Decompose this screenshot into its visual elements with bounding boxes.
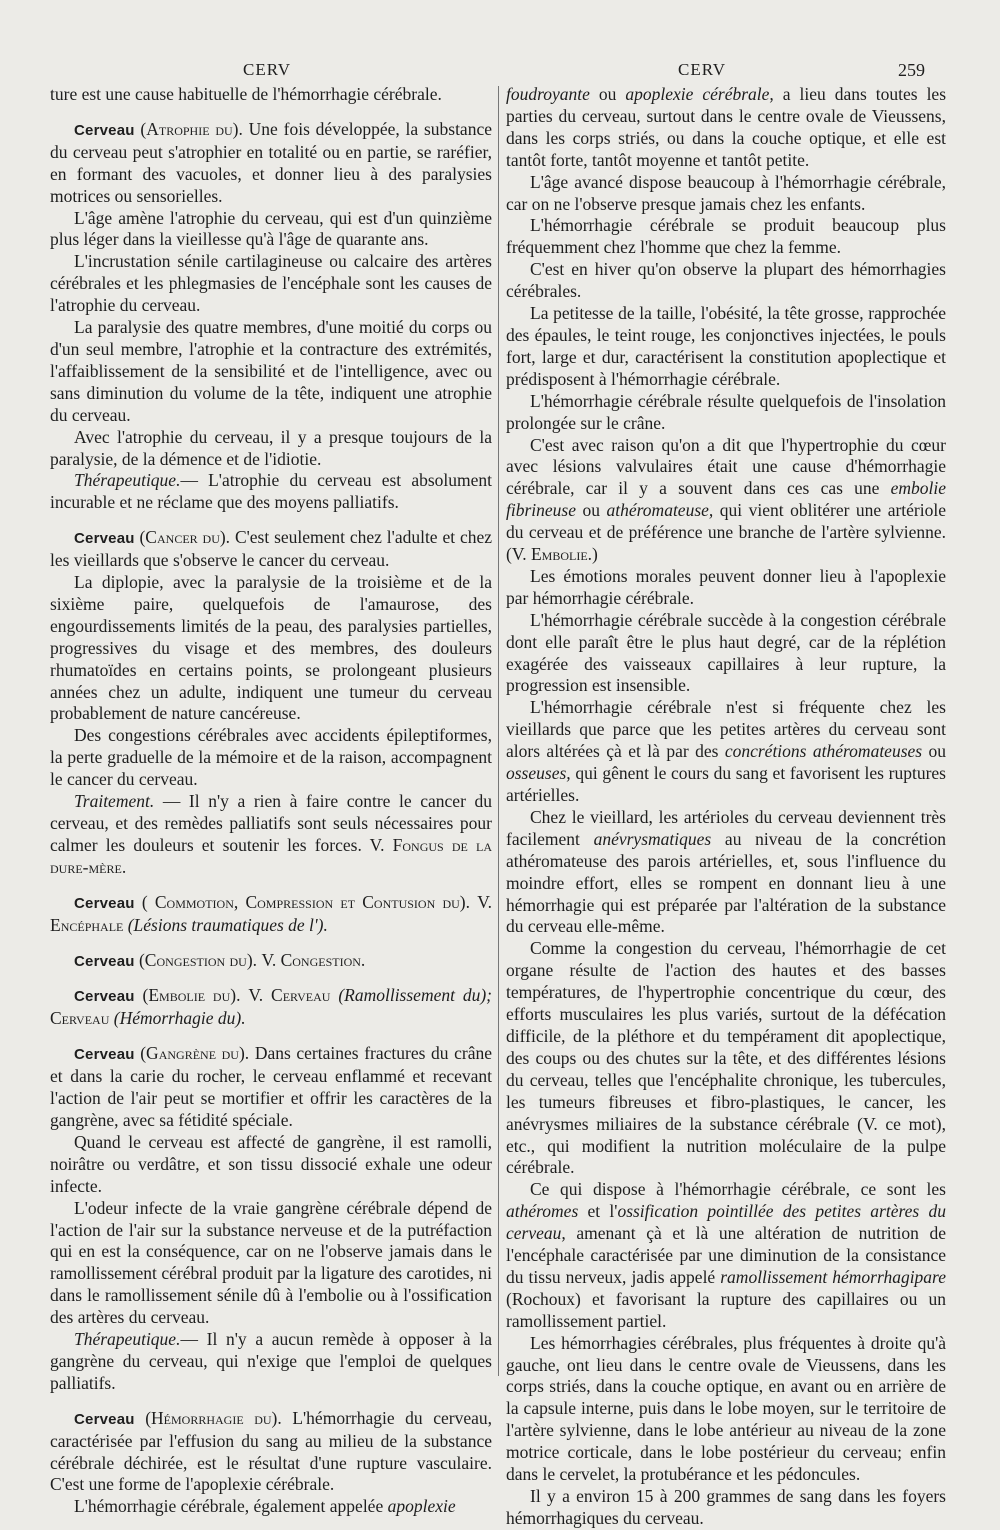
- entry-keyword: Cerveau: [74, 952, 135, 970]
- text-run: (Rochoux) et favorisant la rupture des capillaires ou un ramollissement partiel.: [506, 1288, 946, 1331]
- paragraph: [506, 697, 946, 807]
- entry-text: Une fois développée, la substance du cerveau peut s'atrophier en totalité ou en partie, se raréfier, en formant des vacuoles, et donner lieu à des paralysies motrices ou sensorielles.: [50, 118, 492, 206]
- cross-reference: V. Cerveau: [248, 985, 331, 1006]
- paragraph-therapeutique: [50, 1329, 492, 1395]
- running-header-right: CERV: [678, 60, 726, 79]
- paragraph: L'hémorrhagie cérébrale succède à la congestion cérébrale dont elle paraît être le plus haut degré, car de la réplétion exagérée des vaisseaux capillaires à leur rupture, la progression est insensible.: [506, 609, 946, 696]
- paragraph: ture est une cause habituelle de l'hémorrhagie cérébrale.: [50, 84, 442, 104]
- entry-heading: ( Commotion, Compression et Contusion du).: [141, 891, 471, 912]
- italic-term: apoplexie cérébrale,: [625, 84, 774, 104]
- paragraph: Les émotions morales peuvent donner lieu à l'apoplexie par hémorrhagie cérébrale.: [506, 565, 946, 608]
- entry-text: Dans certaines fractures du crâne et dans la carie du rocher, le cerveau enflammé et recevant l'action de l'air peut se mortifier et offrir les caractères de la gangrène, avec sa fétidité spéciale.: [50, 1043, 493, 1130]
- left-column: [50, 84, 492, 1518]
- entry-hemorrhagie: [50, 1408, 492, 1497]
- text-run: ou: [576, 500, 607, 521]
- paragraph-text: — Il n'y a aucun remède à opposer à la gangrène du cerveau, qui n'exige que l'emploi de quelques palliatifs.: [50, 1329, 492, 1393]
- entry-heading: (Atrophie du).: [140, 118, 243, 139]
- subheading: Traitement.: [74, 791, 155, 812]
- entry-keyword: Cerveau: [74, 988, 135, 1006]
- entry-congestion: [50, 950, 492, 973]
- cross-reference-italic: (Hémorrhagie du).: [113, 1008, 246, 1029]
- text-run: ou: [922, 741, 947, 762]
- text-run: Chez le vieillard, les artérioles du cerveau deviennent très facilement: [506, 806, 946, 849]
- right-column: [506, 84, 946, 1530]
- italic-term: ossification pointillée des petites artères du cerveau,: [506, 1201, 946, 1244]
- italic-term: athéromateuse,: [606, 500, 714, 521]
- entry-heading: (Congestion du).: [138, 949, 258, 970]
- entry-cancer: [50, 527, 492, 572]
- paragraph: L'âge avancé dispose beaucoup à l'hémorrhagie cérébrale, car on ne l'observe presque jamais chez les enfants.: [506, 171, 946, 214]
- italic-term: athéromes: [506, 1201, 579, 1222]
- entry-heading: (Hémorrhagie du).: [145, 1407, 282, 1428]
- text-run: C'est avec raison qu'on a dit que l'hypertrophie du cœur avec lésions valvulaires était une cause d'hémorrhagie cérébrale, car il y a souvent dans ces cas une: [506, 434, 946, 499]
- cross-reference: Cerveau: [50, 1008, 110, 1029]
- entry-embolie: [50, 985, 492, 1030]
- entry-heading: (Gangrène du).: [140, 1043, 250, 1064]
- paragraph: L'hémorrhagie cérébrale se produit beaucoup plus fréquemment chez l'homme que chez la femme.: [506, 215, 946, 258]
- entry-gangrene: [50, 1043, 492, 1132]
- paragraph: Quand le cerveau est affecté de gangrène, il est ramolli, noirâtre ou verdâtre, et son tissu dissocié exhale une odeur infecte.: [50, 1131, 492, 1196]
- paragraph-text: — L'atrophie du cerveau est absolument incurable et ne réclame que des moyens palliatifs.: [50, 470, 492, 513]
- paragraph: La diplopie, avec la paralysie de la troisième et de la sixième paire, quelquefois de l'amaurose, des engourdissements limités de la peau, des paralysies partielles, progressives du visage et des membres, des douleurs rhumatoïdes en certains points, se prolongeant plusieurs années chez un adulte, indiquent une tumeur du cerveau probablement de nature cancéreuse.: [50, 572, 492, 724]
- paragraph: La paralysie des quatre membres, d'une moitié du corps ou d'un seul membre, l'atrophie et la contracture des extrémités, l'affaiblissement de la sensibilité et de l'intelligence, avec ou sans diminution du volume de la tête, indiquent une atrophie du cerveau.: [50, 317, 492, 425]
- paragraph-text: L'hémorrhagie cérébrale, également appelée: [74, 1496, 384, 1517]
- paragraph: Comme la congestion du cerveau, l'hémorrhagie de cet organe résulte de l'action des hautes et des basses températures, de l'hypertrophie concentrique du cœur, des efforts musculaires les plus variés, surtout de la défécation difficile, de la pléthore et du tempérament dit apoplectique, des coups ou des chutes sur la tête, et des différentes lésions du cerveau, telles que l'encéphalite chronique, les tubercules, les tumeurs fibreuses et fibro-plastiques, le cancer, les anévrysmes miliaires de la substance cérébrale (V. ce mot), etc., qui modifient la nutrition moléculaire de la pulpe cérébrale.: [506, 938, 946, 1178]
- paragraph-text: — Il n'y a rien à faire contre le cancer du cerveau, et des remèdes palliatifs sont seuls nécessaires pour calmer les douleurs et soutenir les forces. V.: [50, 791, 493, 855]
- italic-term: concrétions athéromateuses: [724, 741, 923, 762]
- cross-reference-italic: (Ramollissement du);: [338, 985, 493, 1006]
- paragraph: Avec l'atrophie du cerveau, il y a presque toujours de la paralysie, de la démence et de l'idiotie.: [50, 426, 492, 469]
- italic-term: embolie fibrineuse: [506, 478, 946, 521]
- text-run: L'hémorrhagie cérébrale n'est si fréquente chez les vieillards que parce que les petites artères du cerveau sont alors altérées çà et là par des: [506, 697, 946, 762]
- entry-keyword: Cerveau: [74, 894, 135, 912]
- entry-text: C'est seulement chez l'adulte et chez les vieillards que s'observe le cancer du cerveau.: [50, 527, 492, 571]
- text-run: amenant çà et là une altération de nutrition de l'encéphale caractérisée par une diminution de la consistance du tissu nerveux, jadis appelé: [506, 1223, 946, 1287]
- paragraph: [50, 1496, 492, 1518]
- paragraph: L'odeur infecte de la vraie gangrène cérébrale dépend de l'action de l'air sur la substance nerveuse et de la putréfaction qui en est la conséquence, car on ne l'observe jamais dans le ramollissement cérébral produit par la ligature des carotides, ni dans le ramollissement sénile dû à l'embolie ou à l'ossification des artères du cerveau.: [50, 1197, 492, 1328]
- entry-keyword: Cerveau: [74, 121, 135, 139]
- cross-reference: V. Congestion.: [261, 949, 366, 970]
- paragraph: Des congestions cérébrales avec accidents épileptiformes, la perte graduelle de la mémoire et de la raison, accompagnent le cancer du cerveau.: [50, 725, 492, 790]
- running-header-left: CERV: [243, 60, 291, 79]
- subheading: Thérapeutique.: [74, 1329, 181, 1350]
- paragraph: [506, 435, 946, 566]
- entry-text: L'hémorrhagie du cerveau, caractérisée par l'effusion du sang au milieu de la substance cérébrale déchirée, est le résultat d'une rupture vasculaire. C'est une forme de l'apoplexie cérébrale.: [50, 1407, 493, 1495]
- italic-term: osseuses,: [506, 763, 571, 784]
- paragraph: La petitesse de la taille, l'obésité, la tête grosse, rapprochée des épaules, le teint rouge, les conjonctives injectées, le pouls fort, large et dur, caractérisent la constitution apoplectique et prédisposent à l'hémorrhagie cérébrale.: [506, 303, 946, 389]
- text-run: qui gênent le cours du sang et favorisent les ruptures artérielles.: [506, 763, 946, 805]
- paragraph: [506, 84, 946, 172]
- italic-term: apoplexie: [387, 1496, 456, 1517]
- cross-reference: Embolie.: [530, 544, 593, 565]
- paragraph: L'âge amène l'atrophie du cerveau, qui est d'un quinzième plus léger dans la vieillesse qu'à l'âge de quarante ans.: [50, 207, 492, 250]
- italic-term: ramollissement hémorrhagipare: [720, 1266, 946, 1287]
- text-run: ): [592, 544, 598, 565]
- entry-atrophie: [50, 119, 492, 208]
- paragraph: Les hémorrhagies cérébrales, plus fréquentes à droite qu'à gauche, ont lieu dans le centre ovale de Vieussens, dans les corps striés, dans la couche optique, en avant ou en arrière de la capsule interne, puis dans le lobe moyen, sur le territoire de l'artère sylvienne, dans le lobe antérieur au niveau de la zone motrice corticale, dans le lobe postérieur du cerveau; enfin dans le cervelet, la protubérance et les pédoncules.: [506, 1332, 946, 1485]
- column-divider: [498, 86, 499, 1376]
- text-run: au niveau de la concrétion athéromateuse des parois artérielles, et, sous l'influence du moindre effort, elles se rompent en donnant lieu à une hémorrhagie qui est préparée par l'altération de la substance du cerveau elle-même.: [506, 828, 946, 937]
- entry-keyword: Cerveau: [74, 1410, 135, 1428]
- text-run: a lieu dans toutes les parties du cerveau, surtout dans le centre ovale de Vieussens, dans les corps striés, ou dans la couche optique, et elle est tantôt forte, tantôt moyenne et tantôt petite.: [506, 84, 947, 170]
- subheading: Thérapeutique.: [74, 470, 181, 491]
- paragraph-therapeutique: [50, 470, 492, 514]
- italic-term: foudroyante: [506, 84, 590, 104]
- page-number: 259: [898, 60, 925, 80]
- italic-term: anévrysmatiques: [593, 828, 712, 849]
- entry-commotion: [50, 892, 492, 937]
- paragraph-traitement: [50, 791, 492, 879]
- paragraph: [506, 1179, 946, 1332]
- paragraph: Il y a environ 15 à 200 grammes de sang dans les foyers hémorrhagiques du cerveau.: [506, 1486, 946, 1528]
- text-run: qui vient oblitérer une artériole du cerveau et de préférence une branche de l'artère sylvienne. (V.: [506, 500, 946, 565]
- cross-reference: V. Encéphale: [50, 891, 492, 935]
- entry-heading: (Cancer du).: [139, 527, 231, 548]
- cross-reference-italic: (Lésions traumatiques de l').: [127, 914, 328, 935]
- paragraph: C'est en hiver qu'on observe la plupart des hémorrhagies cérébrales.: [506, 259, 946, 302]
- text-run: et l': [578, 1201, 618, 1222]
- paragraph: L'incrustation sénile cartilagineuse ou calcaire des artères cérébrales et les phlegmasies de l'encéphale sont les causes de l'atrophie du cerveau.: [50, 251, 492, 316]
- paragraph: [506, 807, 946, 938]
- text-run: ou: [589, 84, 626, 104]
- cross-reference: Fongus de la dure-mère.: [50, 834, 493, 877]
- paragraph: L'hémorrhagie cérébrale résulte quelquefois de l'insolation prolongée sur le crâne.: [506, 390, 946, 433]
- entry-keyword: Cerveau: [74, 1046, 135, 1064]
- text-run: Ce qui dispose à l'hémorrhagie cérébrale, ce sont les: [530, 1179, 946, 1200]
- entry-heading: (Embolie du).: [142, 985, 241, 1006]
- entry-keyword: Cerveau: [74, 530, 135, 548]
